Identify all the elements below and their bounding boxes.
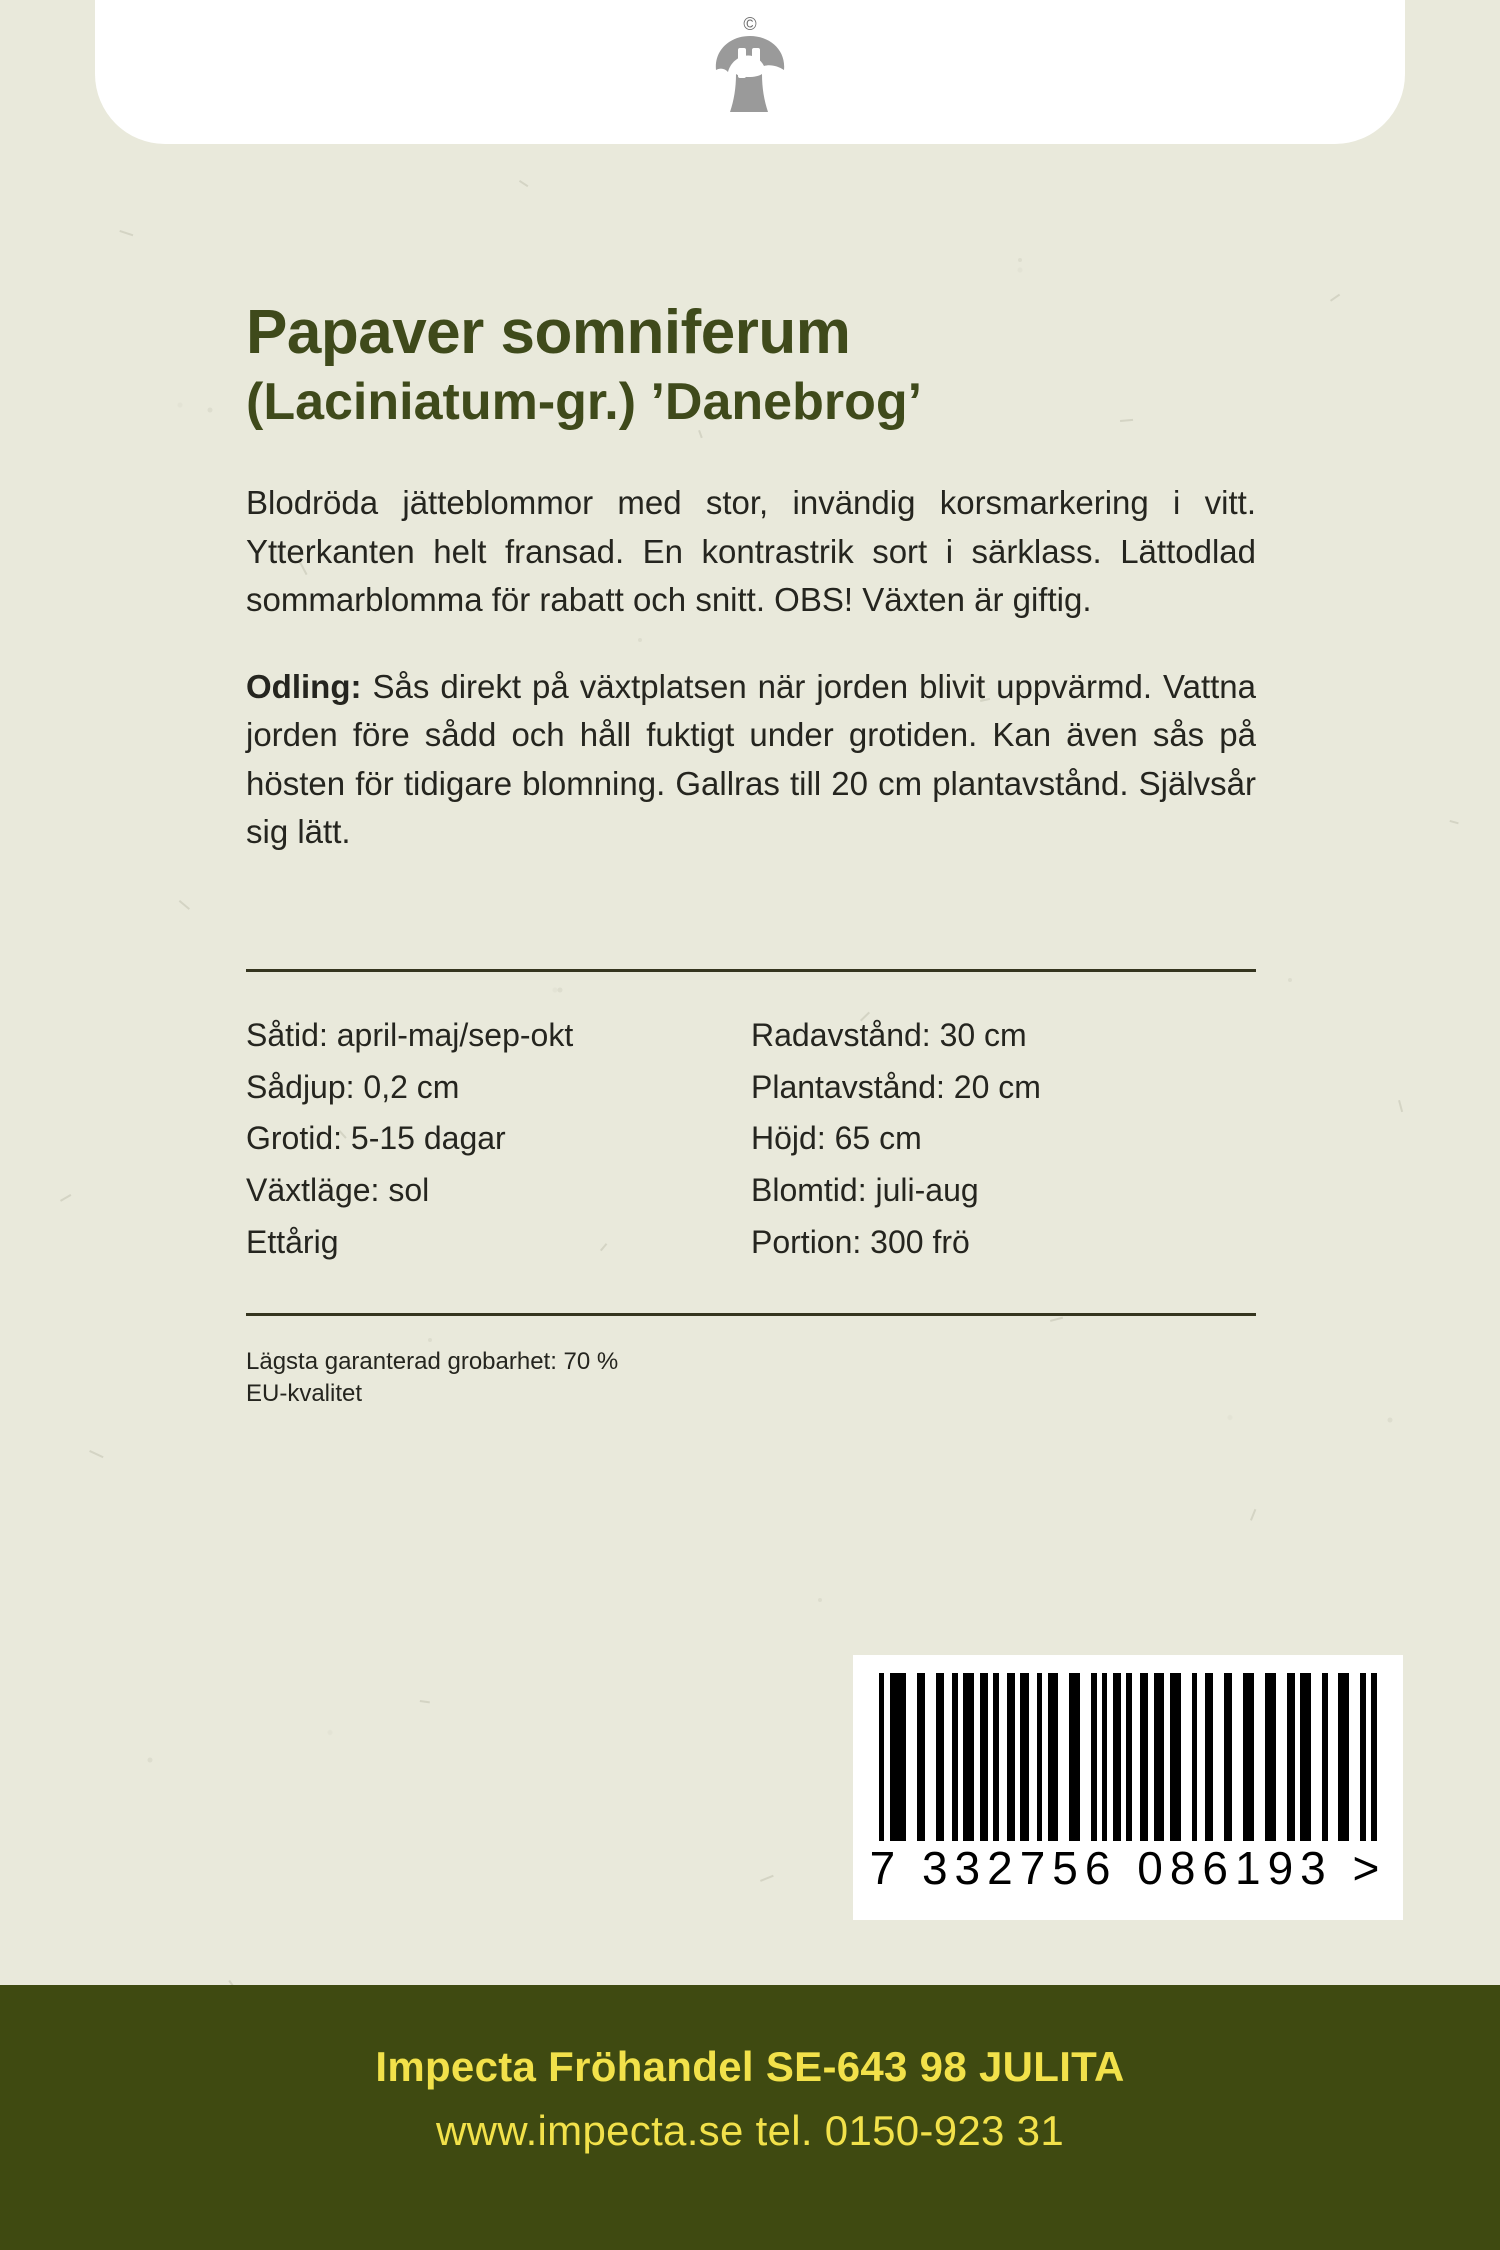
fact-height: Höjd: 65 cm (751, 1120, 922, 1157)
divider-bottom (246, 1313, 1256, 1316)
fact-germination-time: Grotid: 5-15 dagar (246, 1120, 506, 1157)
germination-rate: Lägsta garanterad grobarhet: 70 % (246, 1347, 619, 1375)
cultivation-text: Sås direkt på växtplatsen när jorden blivit uppvärmd. Vattna jorden före sådd och håll fuktigt under grotiden. Kan även sås på hösten för tidigare blomning. Gallras till 20 cm plantavstånd. Självsår sig lätt. (246, 667, 1256, 851)
divider-top (246, 969, 1256, 972)
eu-quality: EU-kvalitet (246, 1380, 363, 1408)
barcode-suffix: > (1352, 1842, 1387, 1894)
fact-bloom-time: Blomtid: juli-aug (751, 1172, 979, 1209)
facts-column-right (751, 1010, 1256, 1269)
page-subtitle: (Laciniatum-gr.) ’Danebrog’ (246, 372, 923, 431)
footer-company: Impecta Fröhandel SE-643 98 JULITA (375, 2043, 1125, 2090)
quality-block (246, 1346, 1256, 1411)
barcode-number: 7 332756 086193 (869, 1842, 1333, 1894)
copyright-mark: © (743, 14, 757, 34)
barcode-digits (853, 1841, 1403, 1895)
impecta-mushroom-logo (690, 8, 810, 128)
fact-lifecycle: Ettårig (246, 1224, 339, 1260)
cultivation-paragraph (246, 663, 1256, 857)
facts-column-left (246, 1010, 751, 1269)
description-paragraph: Blodröda jätteblommor med stor, invändig korsmarkering i vitt. Ytterkanten helt fransad. En kontrastrik sort i särklass. Lättodlad sommarblomma för rabatt och snitt. OBS! Växten är giftig. (246, 484, 1256, 619)
fact-plant-spacing: Plantavstånd: 20 cm (751, 1068, 1041, 1105)
page-title: Papaver somniferum (246, 298, 851, 367)
fact-row-spacing: Radavstånd: 30 cm (751, 1016, 1027, 1053)
fact-portion: Portion: 300 frö (751, 1224, 970, 1260)
barcode-bars (879, 1673, 1377, 1841)
fact-sowing-depth: Sådjup: 0,2 cm (246, 1068, 460, 1105)
footer-contact: www.impecta.se tel. 0150-923 31 (436, 2107, 1064, 2154)
packet-content (246, 300, 1256, 1411)
facts-table (246, 1010, 1256, 1269)
fact-sowing-time: Såtid: april-maj/sep-okt (246, 1016, 574, 1053)
description-block (246, 479, 1256, 857)
footer (0, 1985, 1500, 2250)
cultivation-label: Odling: (246, 667, 362, 705)
fact-location: Växtläge: sol (246, 1172, 430, 1209)
barcode (853, 1655, 1403, 1920)
